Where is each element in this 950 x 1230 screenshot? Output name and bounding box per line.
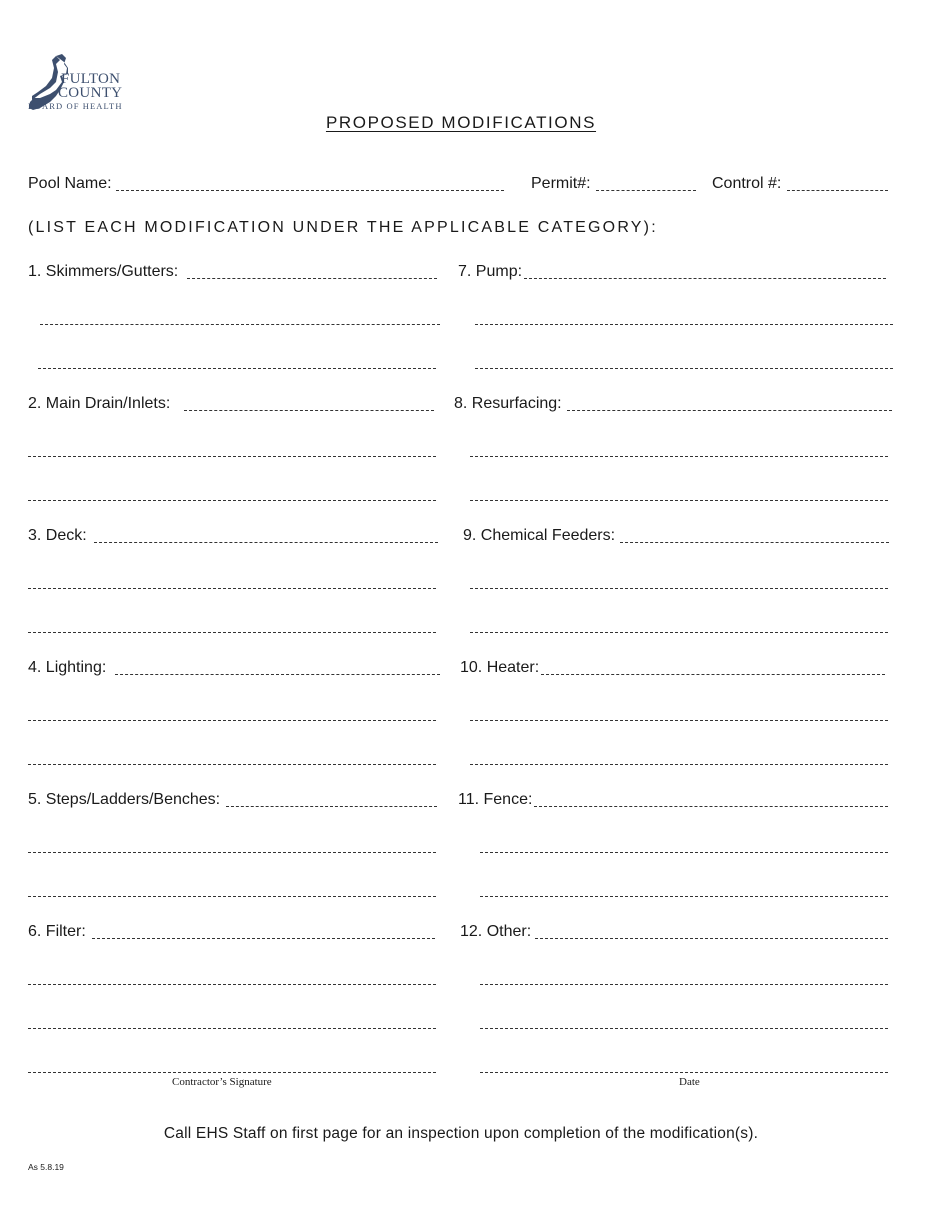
pool-name-field[interactable] bbox=[116, 190, 504, 191]
category-label-skimmers: 1. Skimmers/Gutters: bbox=[28, 263, 179, 280]
footer-instruction: Call EHS Staff on first page for an inspection upon completion of the modification(s). bbox=[163, 1125, 759, 1142]
fence-line-2[interactable] bbox=[480, 852, 888, 853]
date-line[interactable] bbox=[480, 1072, 888, 1073]
instructions-text: (LIST EACH MODIFICATION UNDER THE APPLICABLE CATEGORY): bbox=[28, 219, 658, 236]
other-line-3[interactable] bbox=[480, 1028, 888, 1029]
category-label-other: 12. Other: bbox=[460, 923, 532, 940]
filter-field[interactable] bbox=[92, 938, 435, 939]
steps-field[interactable] bbox=[226, 806, 437, 807]
steps-line-3[interactable] bbox=[28, 896, 436, 897]
permit-label: Permit#: bbox=[531, 175, 591, 192]
other-field[interactable] bbox=[535, 938, 888, 939]
pump-field[interactable] bbox=[524, 278, 886, 279]
category-label-main-drain: 2. Main Drain/Inlets: bbox=[28, 395, 171, 412]
category-label-fence: 11. Fence: bbox=[458, 791, 533, 808]
page-title: PROPOSED MODIFICATIONS bbox=[325, 113, 597, 132]
logo-text-county: COUNTY bbox=[58, 85, 123, 101]
logo-text-board-of-health: BOARD OF HEALTH bbox=[28, 101, 123, 111]
logo-text-fulton: FULTON bbox=[61, 71, 121, 87]
category-label-pump: 7. Pump: bbox=[458, 263, 523, 280]
date-label: Date bbox=[679, 1076, 700, 1088]
category-label-filter: 6. Filter: bbox=[28, 923, 86, 940]
lighting-field[interactable] bbox=[115, 674, 440, 675]
skimmers-line-3[interactable] bbox=[38, 368, 436, 369]
chemical-feeders-line-2[interactable] bbox=[470, 588, 888, 589]
fence-line-3[interactable] bbox=[480, 896, 888, 897]
fence-field[interactable] bbox=[534, 806, 888, 807]
steps-line-2[interactable] bbox=[28, 852, 436, 853]
main-drain-line-2[interactable] bbox=[28, 456, 436, 457]
pump-line-3[interactable] bbox=[475, 368, 893, 369]
control-field[interactable] bbox=[787, 190, 888, 191]
deck-line-2[interactable] bbox=[28, 588, 436, 589]
heater-line-2[interactable] bbox=[470, 720, 888, 721]
filter-line-3[interactable] bbox=[28, 1028, 436, 1029]
category-label-deck: 3. Deck: bbox=[28, 527, 87, 544]
filter-line-2[interactable] bbox=[28, 984, 436, 985]
deck-line-3[interactable] bbox=[28, 632, 436, 633]
skimmers-line-2[interactable] bbox=[40, 324, 440, 325]
category-label-heater: 10. Heater: bbox=[460, 659, 540, 676]
version-label: As 5.8.19 bbox=[28, 1162, 64, 1172]
deck-field[interactable] bbox=[94, 542, 438, 543]
lighting-line-3[interactable] bbox=[28, 764, 436, 765]
category-label-chemical-feeders: 9. Chemical Feeders: bbox=[463, 527, 616, 544]
chemical-feeders-line-3[interactable] bbox=[470, 632, 888, 633]
category-label-steps: 5. Steps/Ladders/Benches: bbox=[28, 791, 221, 808]
main-drain-line-3[interactable] bbox=[28, 500, 436, 501]
chemical-feeders-field[interactable] bbox=[620, 542, 889, 543]
skimmers-field[interactable] bbox=[187, 278, 437, 279]
main-drain-field[interactable] bbox=[184, 410, 434, 411]
lighting-line-2[interactable] bbox=[28, 720, 436, 721]
permit-field[interactable] bbox=[596, 190, 696, 191]
pump-line-2[interactable] bbox=[475, 324, 893, 325]
category-label-resurfacing: 8. Resurfacing: bbox=[454, 395, 562, 412]
resurfacing-field[interactable] bbox=[567, 410, 892, 411]
contractor-signature-label: Contractor’s Signature bbox=[172, 1076, 272, 1088]
heater-field[interactable] bbox=[541, 674, 885, 675]
control-label: Control #: bbox=[712, 175, 782, 192]
other-line-2[interactable] bbox=[480, 984, 888, 985]
heater-line-3[interactable] bbox=[470, 764, 888, 765]
resurfacing-line-2[interactable] bbox=[470, 456, 888, 457]
resurfacing-line-3[interactable] bbox=[470, 500, 888, 501]
pool-name-label: Pool Name: bbox=[28, 175, 112, 192]
contractor-signature-line[interactable] bbox=[28, 1072, 436, 1073]
category-label-lighting: 4. Lighting: bbox=[28, 659, 107, 676]
